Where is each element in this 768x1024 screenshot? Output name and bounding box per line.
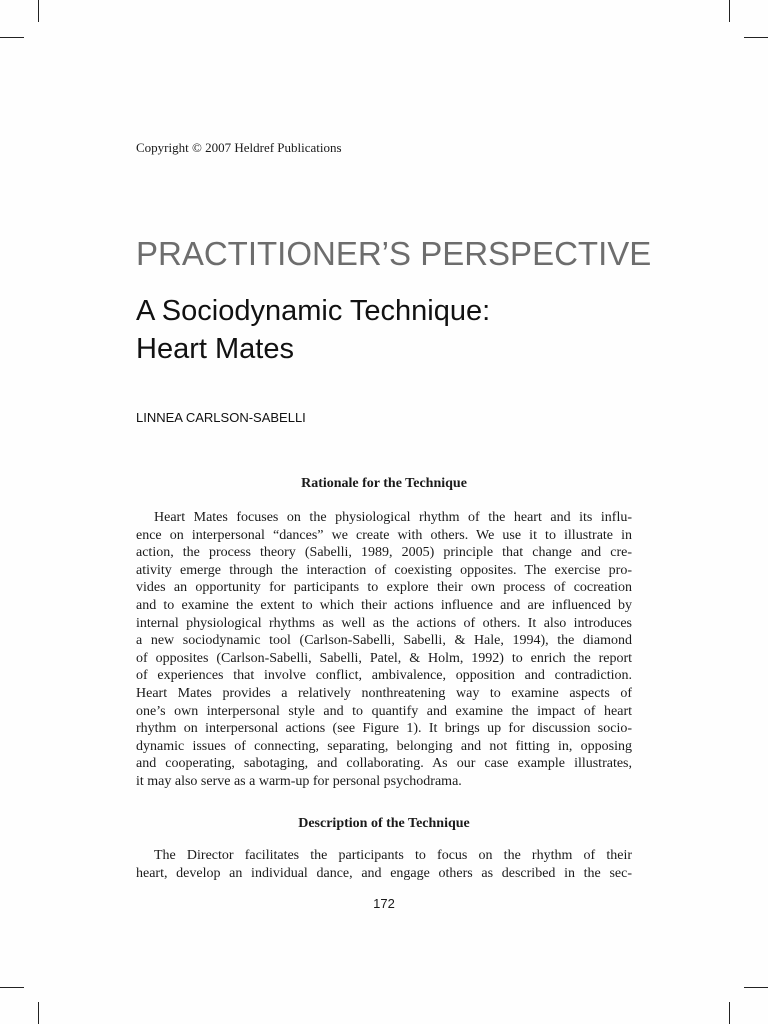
article-title (136, 292, 490, 368)
text-line: rhythm on interpersonal actions (see Figure 1). It brings up for discussion socio- (136, 721, 632, 737)
page-number: 172 (373, 896, 395, 911)
text-line: Heart Mates provides a relatively nonthreatening way to examine aspects of (136, 685, 632, 701)
author-name: LINNEA CARLSON-SABELLI (136, 410, 306, 425)
section-heading: Description of the Technique (298, 816, 470, 831)
article-title-line: A Sociodynamic Technique: (136, 295, 491, 327)
body-paragraph (136, 847, 632, 882)
text-line: one’s own interpersonal style and to quantify and examine the impact of heart (136, 703, 632, 719)
crop-mark (38, 0, 39, 22)
text-line: of opposites (Carlson-Sabelli, Sabelli, Patel, & Holm, 1992) to enrich the report (136, 650, 632, 666)
text-line: ativity emerge through the interaction of coexisting opposites. The exercise pro- (136, 562, 632, 578)
text-line: The Director facilitates the participants to focus on the rhythm of their (154, 848, 632, 863)
text-line: heart, develop an individual dance, and engage others as described in the sec- (136, 865, 632, 881)
crop-mark (0, 37, 24, 38)
text-line: a new sociodynamic tool (Carlson-Sabelli, Sabelli, & Hale, 1994), the diamond (136, 633, 632, 649)
body-paragraph (136, 509, 632, 791)
text-line: and cooperating, sabotaging, and collaborating. As our case example illustrates, (136, 756, 632, 772)
crop-mark (744, 987, 768, 988)
article-title-line: Heart Mates (136, 333, 294, 365)
section-label: PRACTITIONER’S PERSPECTIVE (136, 235, 652, 272)
crop-mark (744, 37, 768, 38)
crop-mark (729, 0, 730, 22)
crop-mark (729, 1002, 730, 1024)
section-heading: Rationale for the Technique (301, 476, 467, 491)
text-line: Heart Mates focuses on the physiological rhythm of the heart and its influ- (154, 510, 632, 525)
text-line: dynamic issues of connecting, separating, belonging and not fitting in, opposing (136, 738, 632, 754)
crop-mark (38, 1002, 39, 1024)
text-line: vides an opportunity for participants to explore their own process of cocreation (136, 580, 632, 596)
copyright-notice: Copyright © 2007 Heldref Publications (136, 140, 342, 155)
text-line: and to examine the extent to which their actions influence and are influenced by (136, 597, 632, 613)
text-line: ence on interpersonal “dances” we create with others. We use it to illustrate in (136, 527, 632, 543)
text-line: action, the process theory (Sabelli, 1989, 2005) principle that change and cre- (136, 545, 632, 561)
crop-mark (0, 987, 24, 988)
text-line: internal physiological rhythms as well as the actions of others. It also introduces (136, 615, 632, 631)
text-line: of experiences that involve conflict, ambivalence, opposition and contradiction. (136, 668, 632, 684)
text-line: it may also serve as a warm-up for personal psychodrama. (136, 773, 462, 789)
